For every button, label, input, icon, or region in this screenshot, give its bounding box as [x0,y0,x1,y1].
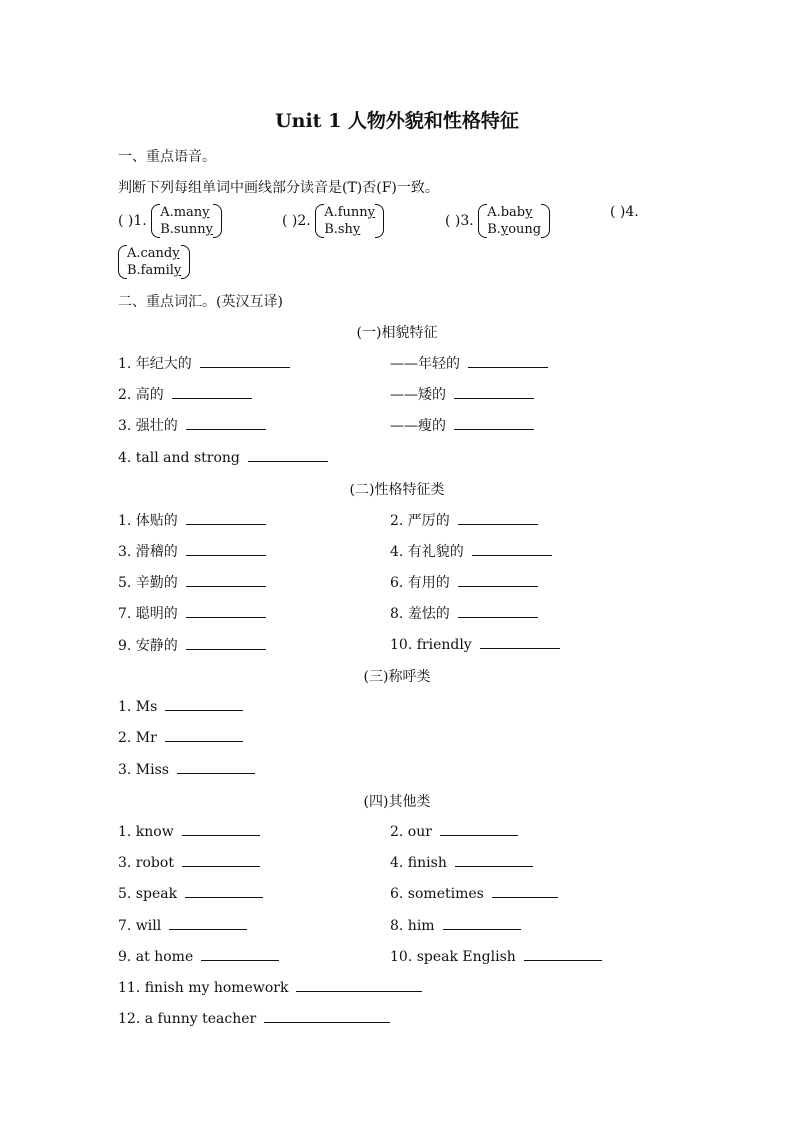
answer-blank[interactable] [182,822,260,836]
word-options: A.baby B.young [487,205,542,237]
answer-blank[interactable] [200,354,290,368]
vocab-item: 9. at home [118,947,279,965]
vocab-item: 10. speak English [390,947,602,965]
answer-blank[interactable] [472,542,552,556]
answer-blank[interactable] [177,760,255,774]
vocab-item: 12. a funny teacher [118,1009,390,1027]
answer-blank[interactable] [468,354,548,368]
section1-instruction: 判断下列每组单词中画线部分读音是(T)否(F)一致。 [118,180,439,196]
vocab-item: 8. him [390,916,521,934]
vocab-item: ——年轻的 [390,353,548,373]
vocab-item: 9. 安静的 [118,635,266,655]
vocab-item: 4. 有礼貌的 [390,541,552,561]
part1-heading: (一)相貌特征 [356,325,438,341]
vocab-item: 1. 年纪大的 [118,353,290,373]
phonics-question-4-options [118,245,190,279]
answer-blank[interactable] [186,573,266,587]
question-label: ( )1. [118,213,147,229]
vocab-item: 2. 严厉的 [390,510,538,530]
question-label: ( )4. [610,204,639,220]
vocab-item: ——瘦的 [390,415,534,435]
answer-blank[interactable] [201,947,279,961]
vocab-item: ——矮的 [390,384,534,404]
answer-blank[interactable] [186,416,266,430]
answer-blank[interactable] [264,1009,390,1023]
vocab-item: 2. Mr [118,728,243,746]
answer-blank[interactable] [458,573,538,587]
answer-blank[interactable] [492,884,558,898]
answer-blank[interactable] [186,511,266,525]
answer-blank[interactable] [454,385,534,399]
word-options: A.many B.sunny [160,205,214,237]
page-title: Unit 1 人物外貌和性格特征 [275,110,519,132]
vocab-item: 2. 高的 [118,384,252,404]
vocab-item: 7. 聪明的 [118,603,266,623]
word-options: A.funny B.shy [324,205,375,237]
answer-blank[interactable] [186,542,266,556]
vocab-item: 8. 羞怯的 [390,603,538,623]
vocab-item: 3. Miss [118,760,255,778]
part3-heading: (三)称呼类 [363,669,431,685]
vocab-item: 1. 体贴的 [118,510,266,530]
vocab-item: 6. sometimes [390,884,558,902]
part4-heading: (四)其他类 [363,794,431,810]
part2-heading: (二)性格特征类 [349,482,445,498]
answer-blank[interactable] [458,604,538,618]
answer-blank[interactable] [182,853,260,867]
vocab-item: 5. 辛勤的 [118,572,266,592]
vocab-item: 3. 滑稽的 [118,541,266,561]
answer-blank[interactable] [185,884,263,898]
vocab-item: 3. robot [118,853,260,871]
answer-blank[interactable] [458,511,538,525]
vocab-item: 7. will [118,916,247,934]
vocab-item: 5. speak [118,884,263,902]
vocab-item: 4. tall and strong [118,448,328,466]
answer-blank[interactable] [165,728,243,742]
answer-blank[interactable] [454,416,534,430]
phonics-question-2 [282,204,384,238]
answer-blank[interactable] [248,448,328,462]
phonics-question-1 [118,204,222,238]
answer-blank[interactable] [443,916,521,930]
phonics-question-3 [445,204,550,238]
answer-blank[interactable] [455,853,533,867]
vocab-item: 10. friendly [390,635,560,653]
vocab-item: 4. finish [390,853,533,871]
vocab-item: 3. 强壮的 [118,415,266,435]
word-options: A.candy B.family [127,246,182,278]
answer-blank[interactable] [165,697,243,711]
vocab-item: 11. finish my homework [118,978,422,996]
section1-heading: 一、重点语音。 [118,149,216,165]
answer-blank[interactable] [440,822,518,836]
answer-blank[interactable] [169,916,247,930]
vocab-item: 1. Ms [118,697,243,715]
question-label: ( )3. [445,213,474,229]
answer-blank[interactable] [172,385,252,399]
phonics-question-4 [610,204,639,220]
answer-blank[interactable] [524,947,602,961]
vocab-item: 6. 有用的 [390,572,538,592]
answer-blank[interactable] [186,604,266,618]
answer-blank[interactable] [186,636,266,650]
vocab-item: 2. our [390,822,518,840]
answer-blank[interactable] [296,978,422,992]
answer-blank[interactable] [480,635,560,649]
question-label: ( )2. [282,213,311,229]
section2-heading: 二、重点词汇。(英汉互译) [118,294,283,310]
vocab-item: 1. know [118,822,260,840]
